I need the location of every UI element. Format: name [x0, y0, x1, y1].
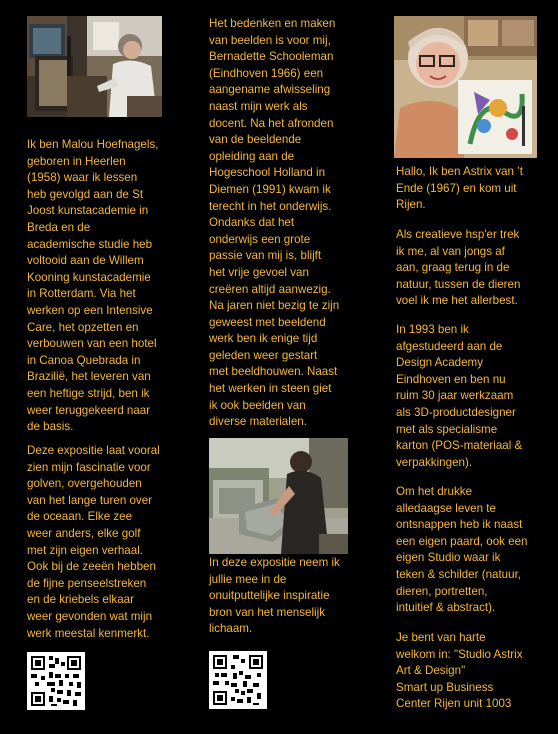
intro-paragraph: Het bedenken en maken van beelden is voor mij, Bernadette Schooleman (Eindhoven 1966) een aangename afwisseling naast mijn werk als docent. Na het afronden van de beeldende opleiding aan de Hogeschool Holland in Diemen (1991) kwam ik terecht in het onderwijs. Ondanks dat het onderwijs een grote passie van mij is, blijft het vrije gevoel van creëren altijd aanwezig. Na jaren niet bezig te zijn geweest met beeldend werk ben ik enige tijd geleden weer gestart met beeldhouwen. Naast het werken in steen giet ik ook beelden van diverse materialen.: [209, 17, 340, 429]
career-paragraph: In 1993 ben ik afgestudeerd aan de Design Academy Eindhoven en ben nu ruim 30 jaar werkzaam als 3D-productdesigner met als specialisme karton (POS-materiaal & verpakkingen).: [396, 323, 523, 469]
welcome-paragraph: Je bent van harte welkom in: "Studio Astrix Art & Design" Smart up Business Center Rijen unit 1003: [396, 631, 523, 711]
exhibition-paragraph: Deze expositie laat vooral zien mijn fascinatie voor golven, overgehouden van het lange turen over de oceaan. Elke zee weer anders, elke golf met zijn eigen verhaal. Ook bij de zeeën hebben de fijne penseelstreken en de kriebels elkaar weer gevonden wat mijn werk meestal kenmerkt.: [27, 444, 160, 640]
artist-with-drawing-photo: [394, 16, 537, 158]
photo-caption: In deze expositie neem ik jullie mee in de onuitputtelijke inspiratie bron van het menselijk lichaam.: [209, 556, 340, 636]
qr-code-icon[interactable]: [27, 652, 85, 710]
artist-painting-at-easel-photo: [27, 16, 162, 117]
sculptor-working-stone-photo: [209, 438, 348, 554]
nature-paragraph: Als creatieve hsp'er trek ik me, al van jongs af aan, graag terug in de natuur, tussen de dieren voel ik me het allerbest.: [396, 228, 521, 308]
intro-paragraph: Ik ben Malou Hoefnagels, geboren in Heerlen (1958) waar ik lessen heb gevolgd aan de St Joost kunstacademie in Breda en de academische studie heb voltooid aan de Willem Kooning kunstacademie in Rotterdam. Via het werken op een Intensive Care, het opzetten en verbouwen van een hotel in Canoa Quebrada in Brazilië, het leveren van een heftige strijd, ben ik weer teruggekeerd naar de basis.: [27, 138, 159, 434]
studio-paragraph: Om het drukke alledaagse leven te ontsnappen heb ik naast een eigen paard, ook een eigen Studio waar ik teken & schilder (natuur, dieren, portretten, intuitief & abstract).: [396, 485, 528, 615]
greeting-paragraph: Hallo, Ik ben Astrix van ’t Ende (1967) en kom uit Rijen.: [396, 165, 523, 212]
qr-code-icon[interactable]: [209, 651, 267, 709]
